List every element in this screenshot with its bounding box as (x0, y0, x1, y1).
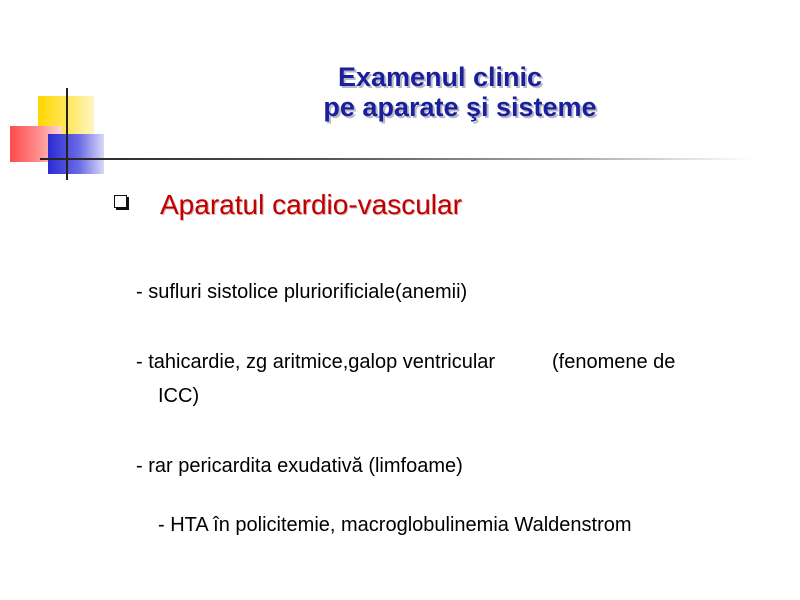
section-heading: Aparatul cardio-vascular (160, 189, 462, 220)
list-item-aside: (fenomene de (552, 351, 676, 373)
list-item: - tahicardie, zg aritmice,galop ventricular (136, 351, 496, 373)
title-underline (40, 158, 752, 160)
list-item: - sufluri sistolice pluriorificiale(anemii) (136, 281, 468, 303)
blue-square (48, 134, 104, 174)
slide-title-line-1: Examenul clinic (337, 62, 543, 92)
slide-title-line-2: pe aparate şi sisteme (323, 92, 597, 122)
list-item: - HTA în policitemie, macroglobulinemia Waldenstrom (158, 514, 632, 536)
list-item: - rar pericardita exudativă (limfoame) (136, 455, 463, 477)
slide-title (200, 62, 680, 122)
list-item-continuation: ICC) (158, 385, 200, 407)
square-bullet-icon (114, 195, 127, 208)
vertical-divider (66, 88, 68, 180)
decorative-squares-logo (0, 0, 120, 180)
